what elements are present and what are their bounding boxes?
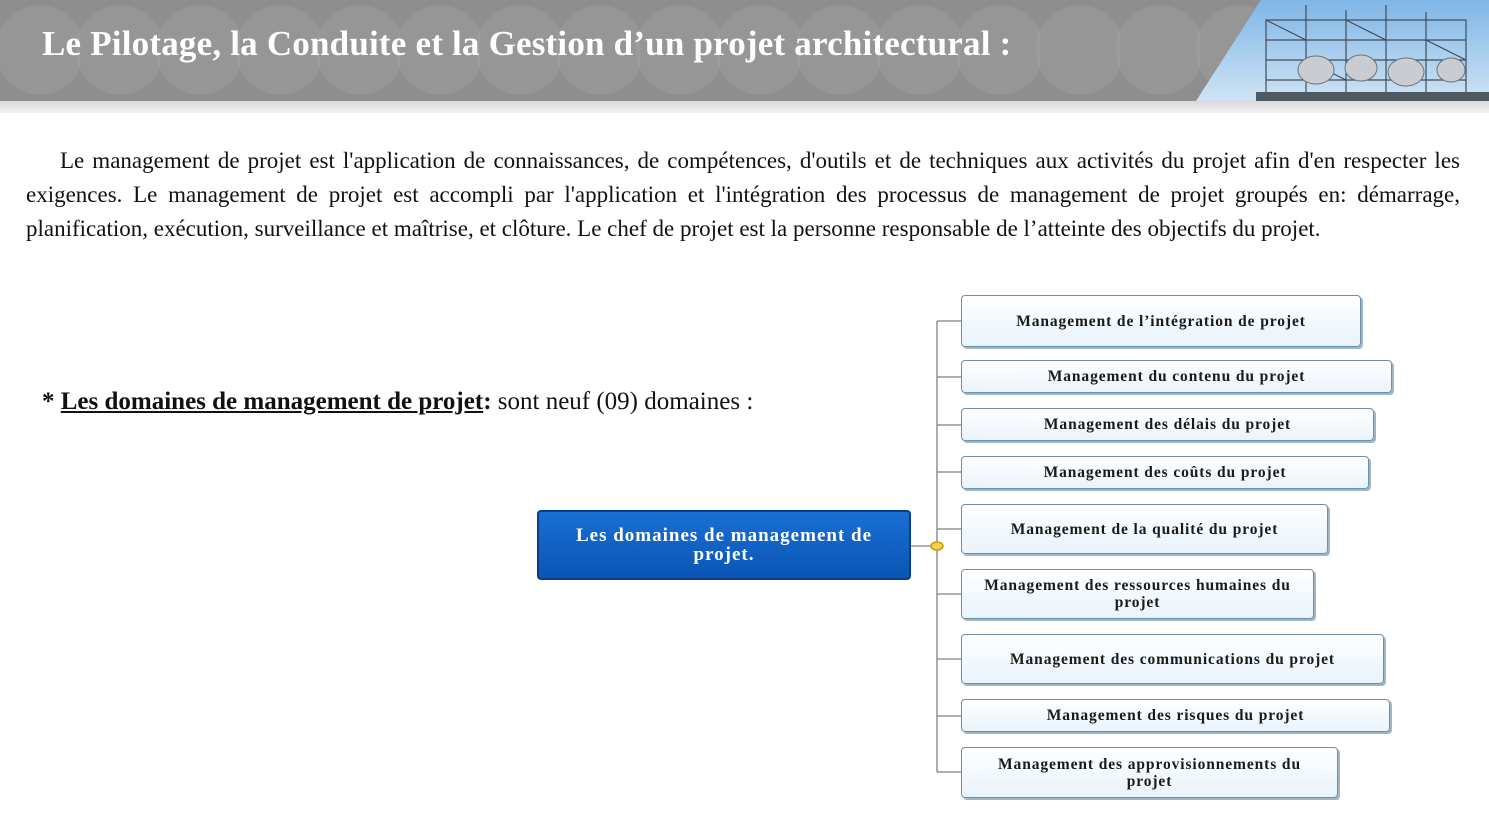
node-communications: Management des communications du projet [961, 634, 1384, 684]
intro-paragraph: Le management de projet est l'application de connaissances, de compétences, d'outils et de techniques aux activités du projet afin d'en respecter les exigences. Le management de projet est accompli par l'application et l'intégration des processus de management de projet groupés en: démarrage, planification, exécution, surveillance et maîtrise, et clôture. Le chef de projet est la personne responsable de l’atteinte des objectifs du projet. [26, 148, 1460, 241]
domains-colon: : [483, 388, 492, 415]
node-delais: Management des délais du projet [961, 408, 1374, 441]
node-approvisionnements: Management des approvisionnements du projet [961, 747, 1338, 798]
node-couts: Management des coûts du projet [961, 456, 1369, 489]
domains-count-text: sont neuf (09) domaines : [497, 388, 754, 415]
node-ressources-humaines: Management des ressources humaines du projet [961, 569, 1314, 619]
node-integration: Management de l’intégration de projet [961, 295, 1361, 347]
bullet-asterisk: * [42, 388, 55, 415]
hub-dot [931, 542, 943, 550]
node-contenu: Management du contenu du projet [961, 360, 1392, 393]
domains-label: Les domaines de management de projet [60, 388, 484, 415]
node-risques: Management des risques du projet [961, 699, 1390, 732]
node-qualite: Management de la qualité du projet [961, 504, 1328, 554]
center-node: Les domaines de management de projet. [537, 510, 911, 580]
slide-title: Le Pilotage, la Conduite et la Gestion d’un projet architectural : [42, 24, 1012, 63]
